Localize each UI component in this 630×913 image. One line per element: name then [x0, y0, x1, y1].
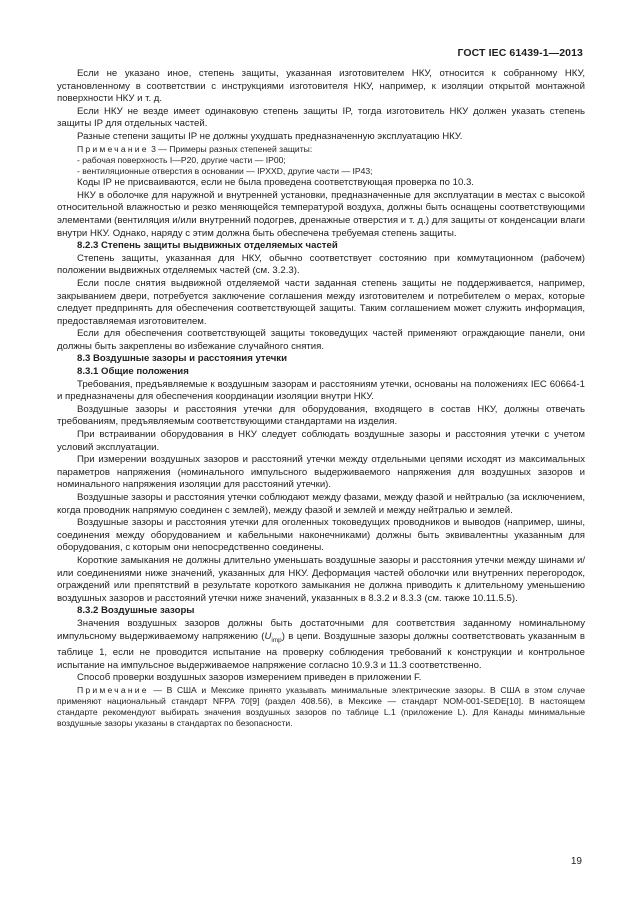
section-heading-8-3-2: 8.3.2 Воздушные зазоры: [77, 605, 195, 617]
note-item: - вентиляционные отверстия в основании — IPXXD, другие части — IP43;: [77, 165, 373, 176]
paragraph: Требования, предъявляемые к воздушным зазорам и расстояниям утечки, основаны на положениях IEC 60664-1 и предназначены для обеспечения координации изоляции внутри НКУ.: [57, 378, 585, 403]
section-heading-8-3-1: 8.3.1 Общие положения: [77, 366, 189, 378]
paragraph: При встраивании оборудования в НКУ следует соблюдать воздушные зазоры и расстояния утечки с учетом условий эксплуатации.: [57, 429, 585, 453]
voltage-symbol: U: [264, 630, 272, 642]
standard-header: ГОСТ IEC 61439-1—2013: [457, 47, 583, 59]
paragraph: Разные степени защиты IP не должны ухудшать предназначенную эксплуатацию НКУ.: [77, 130, 463, 142]
paragraph: Воздушные зазоры и расстояния утечки для оголенных токоведущих проводников и выводов (например, шины, соединения между оборудованием и кабельными наконечниками) должны быть эквивалентны указанным для оборудования, с которым они непосредственно соединены.: [57, 517, 585, 554]
paragraph: При измерении воздушных зазоров и расстояний утечки между отдельными цепями исходят из максимальных параметров напряжения (номинального импульсного выдерживаемого напряжения для воздушных зазоров и номинального напряжения изоляции для расстояний утечки).: [57, 454, 585, 491]
section-heading-8-3: 8.3 Воздушные зазоры и расстояния утечки: [77, 353, 287, 365]
paragraph: НКУ в оболочке для наружной и внутренней установки, предназначенные для эксплуатации в местах с высокой относительной влажностью и резко меняющейся температурой воздуха, должны быть оснащены соответствующими элементами (вентиляция и/или внутренний подогрев, дренажные отверстия и т. д.) для защиты от конденсации влаги внутри НКУ. Однако, наряду с этим должна быть обеспечена требуемая степень защиты.: [57, 189, 585, 239]
paragraph: Если не указано иное, степень защиты, указанная изготовителем НКУ, относится к собранному НКУ, установленному в соответствии с инструкциями изготовителя НКУ, например, к изоляции открытой монтажной поверхности НКУ и т. д.: [57, 68, 585, 105]
paragraph: Коды IP не присваиваются, если не была проведена соответствующая проверка по 10.3.: [77, 177, 474, 189]
paragraph: Степень защиты, указанная для НКУ, обычно соответствует состоянию при коммутационном (рабочем) положении выдвижных отделяемых частей (см. 3.2.3).: [57, 252, 585, 277]
paragraph: Способ проверки воздушных зазоров измерением приведен в приложении F.: [77, 672, 422, 684]
paragraph: Воздушные зазоры и расстояния утечки соблюдают между фазами, между фазой и нейтралью (за исключением, когда проводник напрямую соединен с землей), между фазой и землей и между нейтралью и землей.: [57, 492, 585, 516]
paragraph: Короткие замыкания не должны длительно уменьшать воздушные зазоры и расстояния утечки между шинами и/или соединениями ниже значений, указанных для НКУ. Деформация частей оболочки или внутренних перегородок, ограждений или препятствий в результате короткого замыкания не должна приводить к длительному уменьшению воздушных зазоров и расстояний утечки ниже значений, указанных в 8.3.2 и 8.3.3 (см. также 10.11.5.5).: [57, 554, 585, 604]
paragraph: Если для обеспечения соответствующей защиты токоведущих частей применяют ограждающие панели, они должны быть закреплены во избежание случайного снятия.: [57, 328, 585, 352]
paragraph-text: ) в цепи. Воздушные зазоры должны соответствовать указанным в таблице 1, если не проводится испытание на проверку соблюдения требований к конструкции и контрольное испытание на импульсное выдерживаемое напряжение согласно 10.9.3 и 11.3 соответственно.: [57, 630, 585, 671]
voltage-subscript: imp: [271, 636, 282, 644]
note-3: [57, 144, 585, 155]
note-item: - рабочая поверхность I—P20, другие части — IP00;: [77, 154, 286, 165]
note-intro: 3 — Примеры разных степеней защиты:: [148, 143, 313, 154]
page-body: [57, 68, 585, 730]
paragraph: [57, 618, 585, 672]
section-heading-8-2-3: 8.2.3 Степень защиты выдвижных отделяемых частей: [77, 240, 338, 252]
note: [57, 685, 585, 730]
page-number: 19: [570, 856, 582, 867]
note-text: — В США и Мексике принято указывать минимальные электрические зазоры. В США в этом случае применяют национальный стандарт NFPA 70[9] (раздел 408.56), в Мексике — стандарт NOM-001-SEDE[10]. В настоящем стандарте рекомендуют выбирать значения воздушных зазоров по таблице L.1 (приложение L). Для Канады минимальные воздушные зазоры указаны в стандартах по безопасности.: [57, 684, 585, 729]
paragraph: Если НКУ не везде имеет одинаковую степень защиты IP, тогда изготовитель НКУ должен указать степень защиты IP для отдельных частей.: [57, 105, 585, 130]
paragraph: Если после снятия выдвижной отделяемой части заданная степень защиты не поддерживается, например, закрыванием двери, потребуется заключение соглашения между изготовителем и потребителем о мерах, которые следует предпринять для обеспечения соответствующей защиты. Таким соглашением может служить информация, предоставляемая изготовителем.: [57, 277, 585, 327]
note-label: Примечание: [77, 684, 149, 695]
note-label: Примечание: [77, 143, 149, 154]
paragraph: Воздушные зазоры и расстояния утечки для оборудования, входящего в состав НКУ, должны отвечать требованиям, предъявляемым соответствующими стандартами на изделия.: [57, 403, 585, 428]
paragraph-text: Значения воздушных зазоров должны быть достаточными для соответствия заданному номинальному импульсному выдерживаемому напряжению (: [57, 617, 585, 642]
